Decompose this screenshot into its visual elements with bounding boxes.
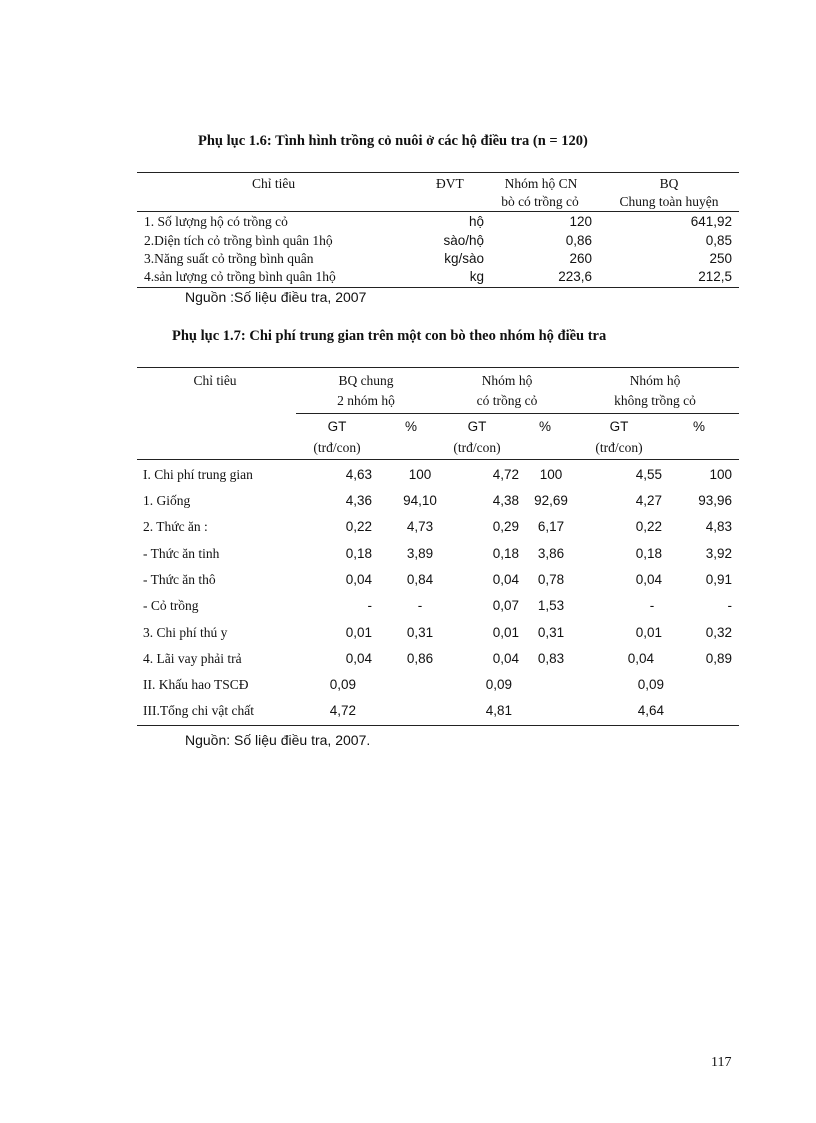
row-dvt: kg/sào: [444, 251, 484, 266]
row-label: - Thức ăn thô: [143, 572, 216, 587]
row-gt-bq: 0,01: [345, 625, 372, 640]
table2-subheader-gt1-unit: (trđ/con): [313, 440, 361, 455]
row-label: 2.Diện tích cỏ trồng bình quân 1hộ: [144, 233, 333, 248]
row-pct-khong: 4,83: [705, 519, 732, 534]
table2-subheader-gt3: GT: [609, 419, 629, 434]
row-pct-khong: 3,92: [705, 546, 732, 561]
row-pct-bq: 0,31: [406, 625, 434, 640]
row-dvt: sào/hộ: [443, 233, 484, 248]
row-bq: 0,85: [705, 233, 732, 248]
row-label: 1. Số lượng hộ có trồng cỏ: [144, 214, 288, 229]
table2-bottom-rule: [137, 725, 739, 726]
table1-bottom-rule: [137, 287, 739, 288]
row-nhom: 0,86: [565, 233, 592, 248]
table1-header-nhom-line2: bò có trồng cỏ: [501, 194, 579, 209]
row-label: 4.sản lượng cỏ trồng bình quân 1hộ: [144, 269, 336, 284]
row-label: 3.Năng suất cỏ trồng bình quân: [144, 251, 314, 266]
row-gt-co: 0,09: [485, 677, 512, 692]
row-pct-co: 92,69: [534, 493, 568, 508]
row-gt-co: 4,81: [485, 703, 512, 718]
row-bq: 641,92: [690, 214, 732, 229]
row-label: 4. Lãi vay phải trả: [143, 651, 242, 666]
table2-subheader-pct1: %: [404, 419, 417, 434]
row-gt-co: 4,38: [492, 493, 519, 508]
row-gt-co: 0,04: [492, 572, 519, 587]
row-label: I. Chi phí trung gian: [143, 467, 253, 482]
row-gt-bq: 4,72: [329, 703, 356, 718]
table1-top-rule: [137, 172, 739, 173]
table2-header-chitieu: Chỉ tiêu: [193, 373, 237, 388]
table2-group-rule: [296, 413, 739, 414]
row-pct-khong: 0,91: [705, 572, 732, 587]
table2-subheader-pct3: %: [692, 419, 705, 434]
page-number: 117: [711, 1055, 732, 1070]
table2-header-group1-line1: BQ chung: [338, 373, 394, 388]
row-nhom: 260: [569, 251, 592, 266]
row-pct-khong: 93,96: [698, 493, 732, 508]
row-gt-co: 0,07: [492, 598, 519, 613]
table1-header-chitieu: Chỉ tiêu: [252, 176, 296, 191]
row-pct-bq: 4,73: [406, 519, 434, 534]
row-pct-co: 0,31: [537, 625, 565, 640]
row-dvt: hộ: [468, 214, 484, 229]
table2-subheader-gt2: GT: [467, 419, 487, 434]
row-pct-khong: 100: [709, 467, 732, 482]
table2-subheader-pct2: %: [538, 419, 551, 434]
row-label: 2. Thức ăn :: [143, 519, 208, 534]
row-gt-co: 4,72: [492, 467, 519, 482]
row-gt-bq: 0,04: [345, 572, 372, 587]
row-pct-co: 0,83: [537, 651, 565, 666]
table2-subheader-gt3-unit: (trđ/con): [595, 440, 643, 455]
table2-top-rule: [137, 367, 739, 368]
row-gt-khong: 4,27: [635, 493, 662, 508]
row-pct-bq: 0,86: [406, 651, 434, 666]
row-label: 1. Giống: [143, 493, 191, 508]
row-gt-khong: 4,55: [635, 467, 662, 482]
row-gt-khong: 0,01: [635, 625, 662, 640]
row-label: - Thức ăn tinh: [143, 546, 220, 561]
row-pct-bq: 3,89: [406, 546, 434, 561]
row-gt-bq: 4,63: [345, 467, 372, 482]
row-pct-khong: 0,32: [705, 625, 732, 640]
row-bq: 212,5: [698, 269, 732, 284]
row-label: - Cỏ trồng: [143, 598, 199, 613]
table2-header-group1-line2: 2 nhóm hộ: [337, 393, 395, 408]
table1-header-rule: [137, 211, 739, 212]
row-gt-bq: 4,36: [345, 493, 372, 508]
row-pct-co: 3,86: [537, 546, 565, 561]
row-gt-khong: 0,22: [635, 519, 662, 534]
table1-title: Phụ lục 1.6: Tình hình trồng cỏ nuôi ở các hộ điều tra (n = 120): [198, 133, 588, 149]
row-gt-khong: 0,18: [635, 546, 662, 561]
row-label: 3. Chi phí thú y: [143, 625, 228, 640]
row-gt-khong: -: [649, 598, 655, 613]
row-gt-khong: 0,04: [635, 572, 662, 587]
table2-header-rule: [137, 459, 739, 460]
row-gt-bq: 0,22: [345, 519, 372, 534]
row-gt-bq: -: [367, 598, 372, 613]
table2-title: Phụ lục 1.7: Chi phí trung gian trên một con bò theo nhóm hộ điều tra: [172, 328, 607, 344]
row-dvt: kg: [469, 269, 484, 284]
row-pct-bq: 94,10: [403, 493, 437, 508]
row-pct-khong: -: [727, 598, 732, 613]
row-pct-co: 1,53: [537, 598, 565, 613]
row-gt-khong: 0,09: [637, 677, 664, 692]
table1-header-nhom-line1: Nhóm hộ CN: [504, 176, 578, 191]
table2-header-group3-line1: Nhóm hộ: [629, 373, 681, 388]
table2-header-group2-line2: có trồng cỏ: [476, 393, 538, 408]
row-gt-co: 0,01: [492, 625, 519, 640]
table1-header-dvt: ĐVT: [436, 176, 464, 191]
row-gt-co: 0,18: [492, 546, 519, 561]
table1-header-bq-line2: Chung toàn huyện: [619, 194, 719, 209]
table2-subheader-gt1: GT: [327, 419, 347, 434]
row-nhom: 120: [569, 214, 592, 229]
row-pct-bq: 0,84: [406, 572, 434, 587]
row-gt-co: 0,04: [492, 651, 519, 666]
row-gt-bq: 0,09: [329, 677, 356, 692]
table2-header-group2-line1: Nhóm hộ: [481, 373, 533, 388]
table2-source: Nguồn: Số liệu điều tra, 2007.: [185, 732, 371, 748]
row-pct-co: 100: [539, 467, 563, 482]
row-label: II. Khấu hao TSCĐ: [143, 677, 249, 692]
row-gt-co: 0,29: [492, 519, 519, 534]
row-pct-bq: 100: [408, 467, 432, 482]
row-gt-bq: 0,18: [345, 546, 372, 561]
row-gt-khong: 4,64: [637, 703, 664, 718]
row-pct-co: 0,78: [537, 572, 565, 587]
row-nhom: 223,6: [558, 269, 592, 284]
table2-subheader-gt2-unit: (trđ/con): [453, 440, 501, 455]
row-label: III.Tổng chi vật chất: [143, 703, 254, 718]
row-pct-bq: -: [417, 598, 423, 613]
row-bq: 250: [709, 251, 732, 266]
table1-header-bq-line1: BQ: [659, 176, 679, 191]
table2-header-group3-line2: không trồng cỏ: [614, 393, 696, 408]
row-gt-bq: 0,04: [345, 651, 372, 666]
row-pct-khong: 0,89: [705, 651, 732, 666]
row-pct-co: 6,17: [537, 519, 565, 534]
table1-source: Nguồn :Số liệu điều tra, 2007: [185, 289, 367, 305]
row-gt-khong: 0,04: [627, 651, 654, 666]
